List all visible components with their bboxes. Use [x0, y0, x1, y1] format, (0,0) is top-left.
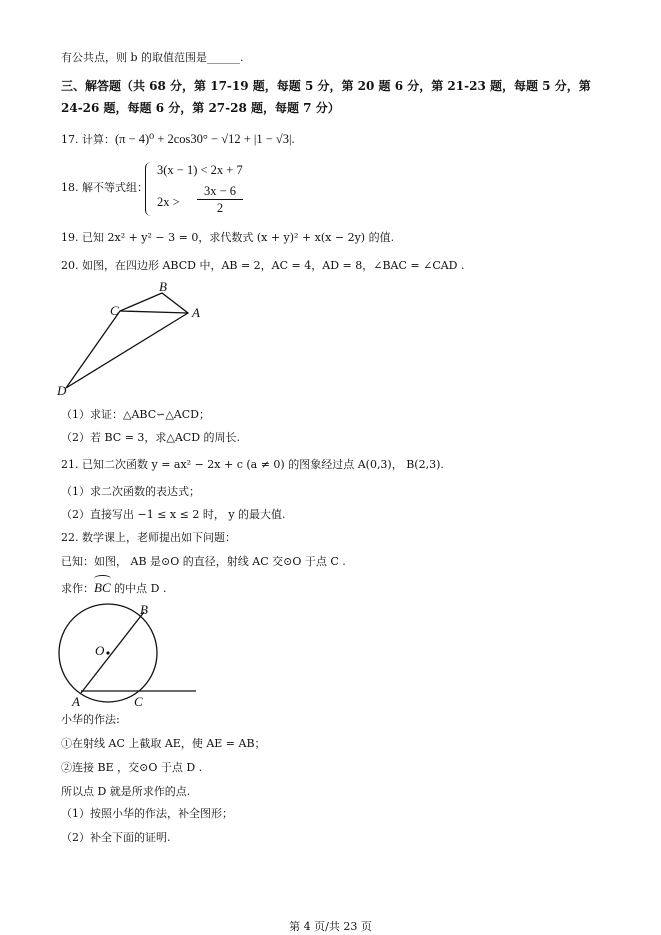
quadrilateral-outline	[66, 293, 188, 388]
q19: 19. 已知 2x² + y² − 3 = 0，求代数式 (x + y)² + x(x − 2y) 的值.	[61, 231, 395, 244]
label-a: A	[72, 694, 80, 708]
q22-find-suffix: 的中点 D .	[110, 582, 167, 595]
method-step2: ②连接 BE ，交⊙O 于点 D .	[61, 761, 203, 774]
label-b: B	[140, 602, 148, 617]
q22-given: 已知：如图， AB 是⊙O 的直径，射线 AC 交⊙O 于点 C .	[61, 555, 346, 568]
diagonal-ac	[120, 311, 188, 313]
center-point	[106, 651, 109, 654]
q18-fraction-numerator: 3x − 6	[197, 184, 243, 200]
q22-intro: 22. 数学课上，老师提出如下问题：	[61, 531, 236, 544]
q22-find-prefix: 求作：	[61, 582, 94, 595]
brace-symbol	[145, 162, 154, 216]
section-title-line2: 24-26 题，每题 6 分，第 27-28 题，每题 7 分）	[61, 101, 340, 115]
q18-system	[61, 160, 321, 218]
page-footer: 第 4 页/共 23 页	[289, 920, 372, 933]
section-title-line1: 三、解答题（共 68 分，第 17-19 题，每题 5 分，第 20 题 6 分，第 21-23 题，每题 5 分，第	[61, 79, 591, 93]
label-c: C	[110, 303, 119, 318]
q21-part1: （1）求二次函数的表达式；	[61, 485, 200, 498]
label-b: B	[159, 279, 167, 294]
q22-part1: （1）按照小华的作法，补全图形；	[61, 807, 233, 820]
method-conclusion: 所以点 D 就是所求作的点.	[61, 785, 191, 798]
q17	[61, 131, 295, 148]
diameter-ab	[81, 612, 144, 693]
q17-expression: (π − 4)⁰ + 2cos30° − √12 + |1 − √3|.	[115, 132, 295, 146]
circle-figure	[58, 602, 208, 708]
q17-label: 17. 计算：	[61, 133, 115, 146]
q18-inequality-1: 3(x − 1) < 2x + 7	[157, 163, 243, 177]
q21: 21. 已知二次函数 y = ax² − 2x + c (a ≠ 0) 的图象经过点 A(0,3)， B(2,3).	[61, 458, 444, 471]
label-c: C	[134, 694, 143, 708]
q18-fraction-denominator: 2	[216, 201, 224, 215]
q18-inequality-2-left: 2x >	[157, 195, 180, 209]
label-d: D	[57, 383, 67, 398]
q20-part2: （2）若 BC = 3，求△ACD 的周长.	[61, 431, 241, 444]
method-step1: ①在射线 AC 上截取 AE，使 AE = AB；	[61, 737, 266, 750]
q20-part1: （1）求证：△ABC∽△ACD；	[61, 408, 210, 421]
q16-tail: 有公共点，则 b 的取值范围是______.	[61, 51, 244, 64]
label-o: O	[95, 643, 105, 658]
q21-part2: （2）直接写出 −1 ≤ x ≤ 2 时， y 的最大值.	[61, 508, 286, 521]
q22-find	[61, 580, 166, 597]
q22-part2: （2）补全下面的证明.	[61, 831, 171, 844]
q18-label: 18. 解不等式组：	[61, 181, 148, 194]
q20: 20. 如图，在四边形 ABCD 中，AB = 2，AC = 4，AD = 8，∠BAC = ∠CAD .	[61, 259, 465, 272]
arc-bc: BC	[94, 580, 111, 595]
method-title: 小华的作法:	[61, 713, 120, 726]
label-a: A	[192, 305, 200, 320]
quadrilateral-figure	[55, 278, 215, 400]
